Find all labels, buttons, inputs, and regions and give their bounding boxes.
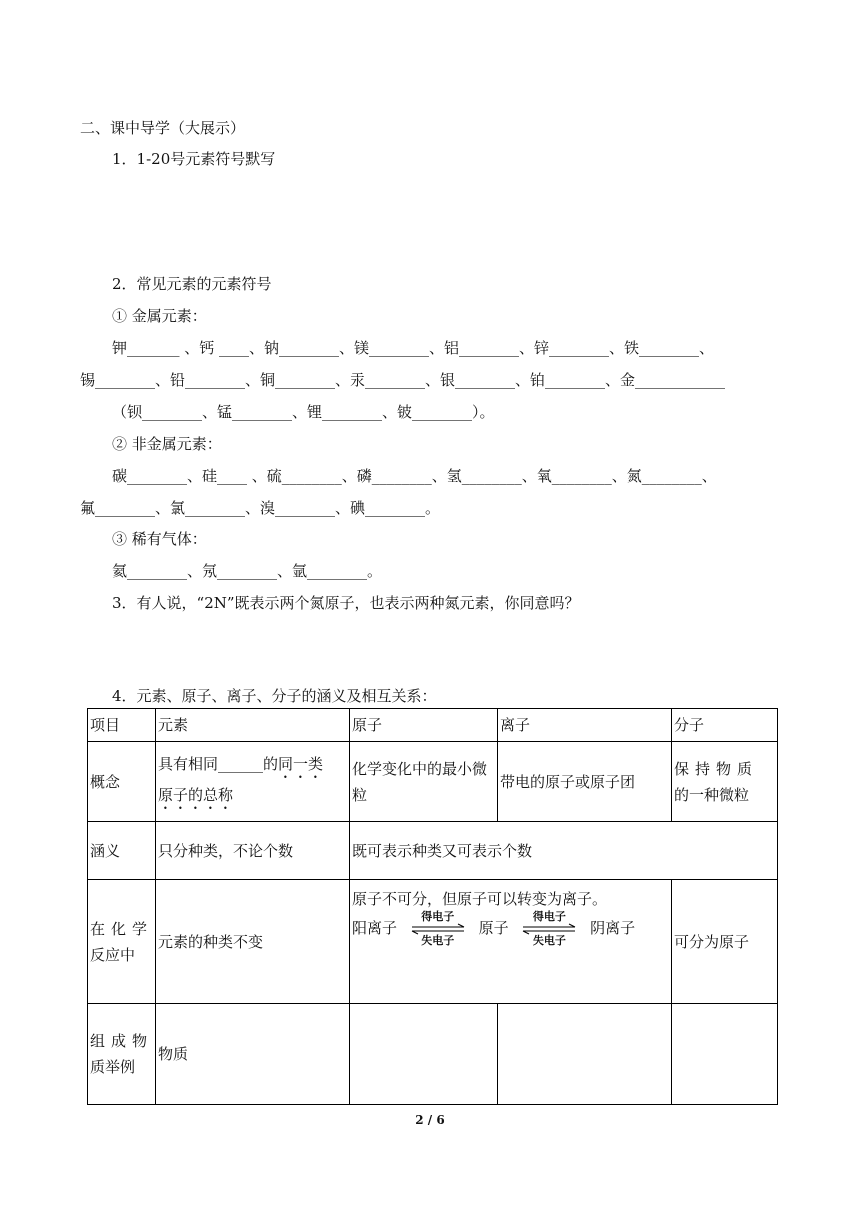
- row-label-example-1: 组成物: [90, 1032, 154, 1050]
- row-label-reaction-2: 反应中: [90, 945, 136, 964]
- question-4: 4．元素、原子、离子、分子的涵义及相互关系：: [112, 687, 437, 705]
- others-meaning: 既可表示种类又可表示个数: [350, 822, 778, 880]
- ion-example: [498, 1004, 672, 1105]
- nonmetals-line-2: 氟________、氯________、溴________、碘________。: [80, 499, 441, 517]
- element-concept-dotted-2: 原子的总称: [158, 785, 234, 804]
- row-label-concept: 概念: [88, 742, 156, 822]
- noble-gas-heading: ③ 稀有气体：: [112, 530, 207, 548]
- row-label-example-2: 质举例: [90, 1058, 136, 1076]
- equilibrium-arrow-right: [519, 911, 579, 947]
- header-item: 项目: [88, 709, 156, 742]
- comparison-table: [87, 708, 778, 1105]
- atom-label: 原子: [478, 919, 509, 937]
- molecule-reaction: 可分为原子: [672, 880, 778, 1004]
- metals-line-2: 锡________、铅________、铜________、汞________、银________、铂________、金____________: [80, 371, 726, 389]
- atom-example: [350, 1004, 498, 1105]
- element-meaning: 只分种类，不论个数: [156, 822, 350, 880]
- row-label-reaction-cell: [88, 880, 156, 1004]
- metals-line-1: 钾_______ 、钙 ____、钠________、镁________、铝________、锌________、铁________、: [112, 339, 715, 357]
- header-molecule: 分子: [672, 709, 778, 742]
- anion-label: 阴离子: [590, 919, 636, 937]
- cation-label: 阳离子: [352, 919, 398, 937]
- atom-concept: 化学变化中的最小微粒: [350, 742, 498, 822]
- metals-line-3: （钡________、锰________、锂________、铍________）。: [112, 403, 495, 421]
- noble-gas-line: 氦________、氖________、氩________。: [112, 562, 383, 580]
- section-title: 二、课中导学（大展示）: [80, 119, 246, 137]
- table-row-concept: [88, 742, 778, 822]
- metals-heading: ① 金属元素：: [112, 307, 207, 325]
- element-concept-cell: [156, 742, 350, 822]
- header-atom: 原子: [350, 709, 498, 742]
- ion-conversion-diagram: [352, 910, 669, 947]
- atom-ion-reaction-cell: [350, 880, 672, 1004]
- atom-ion-reaction-line-1: 原子不可分，但原子可以转变为离子。: [352, 890, 608, 908]
- question-1: 1．1-20号元素符号默写: [112, 150, 276, 168]
- table-row-example: [88, 1004, 778, 1105]
- gain-electron-label-2: 得电子: [532, 910, 566, 923]
- element-reaction: 元素的种类不变: [156, 880, 350, 1004]
- nonmetals-line-1: 碳________、硅____ 、硫________、磷________、氢________、氧________、氮________、: [112, 467, 717, 485]
- row-label-meaning: 涵义: [88, 822, 156, 880]
- gain-electron-label: 得电子: [421, 910, 455, 923]
- question-2: 2．常见元素的元素符号: [112, 275, 272, 293]
- header-element: 元素: [156, 709, 350, 742]
- table-header-row: [88, 709, 778, 742]
- header-ion: 离子: [498, 709, 672, 742]
- molecule-concept-cell: [672, 742, 778, 822]
- nonmetals-heading: ② 非金属元素：: [112, 435, 222, 453]
- table-row-reaction: [88, 880, 778, 1004]
- element-concept-dotted-1: 同一类: [278, 754, 324, 773]
- row-label-reaction-1: 在化学: [90, 919, 154, 938]
- lose-electron-label-2: 失电子: [532, 934, 566, 947]
- molecule-concept-line-1: 保持物质: [674, 759, 759, 778]
- element-concept-prefix: 具有相同______的: [158, 754, 279, 773]
- element-example: 物质: [156, 1004, 350, 1105]
- molecule-example: [672, 1004, 778, 1105]
- molecule-concept-line-2: 的一种微粒: [674, 785, 750, 804]
- equilibrium-arrow-left: [408, 911, 468, 947]
- row-label-example-cell: [88, 1004, 156, 1105]
- question-3: 3．有人说，“2N”既表示两个氮原子，也表示两种氮元素，你同意吗？: [112, 594, 580, 612]
- page-number: 2 / 6: [415, 1113, 445, 1127]
- table-row-meaning: [88, 822, 778, 880]
- ion-concept: 带电的原子或原子团: [498, 742, 672, 822]
- lose-electron-label: 失电子: [421, 934, 455, 947]
